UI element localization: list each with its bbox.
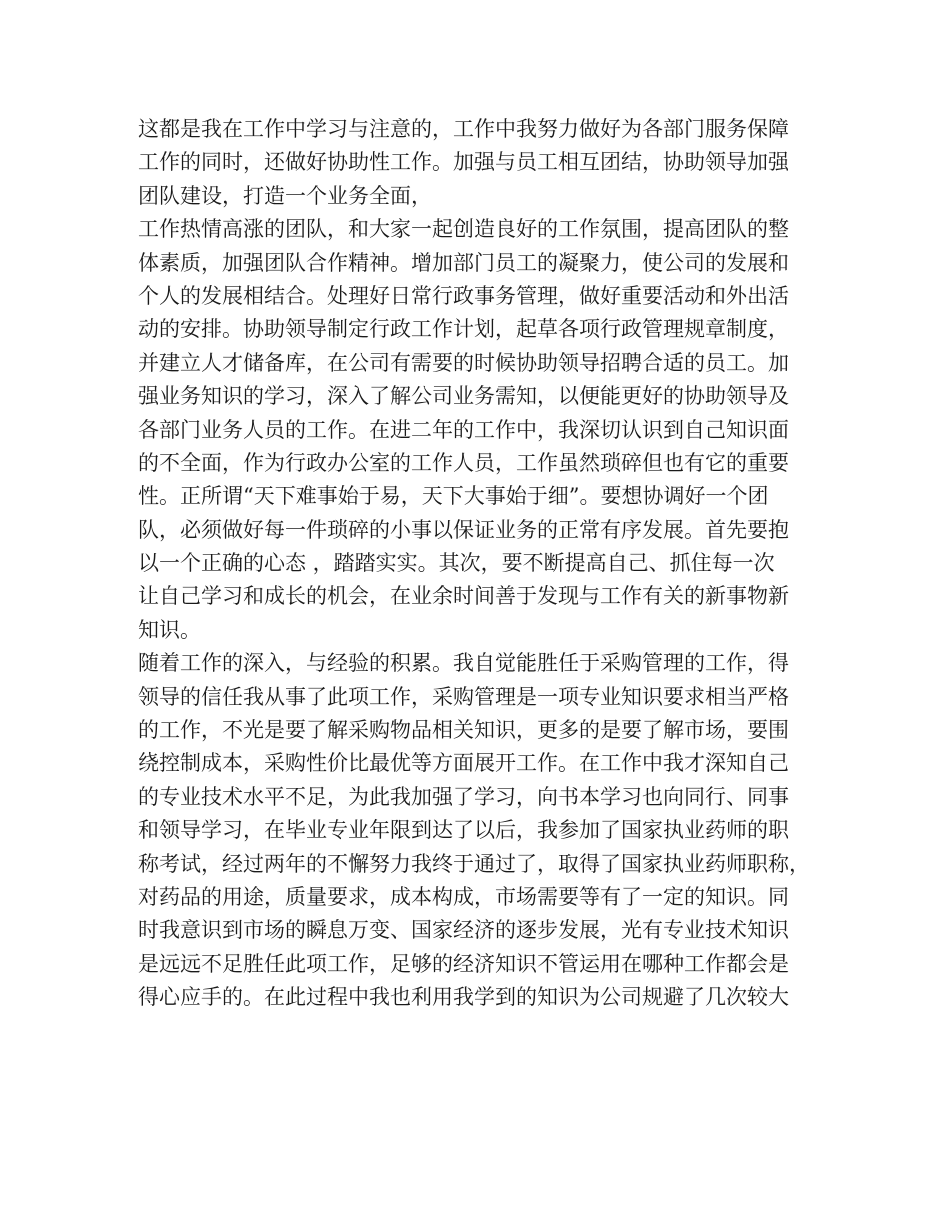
text-line: 领导的信任我从事了此项工作，采购管理是一项专业知识要求相当严格 <box>138 684 789 709</box>
text-line: 时我意识到市场的瞬息万变、国家经济的逐步发展，光有专业技术知识 <box>138 918 789 943</box>
text-line: 让自己学习和成长的机会，在业余时间善于发现与工作有关的新事物新 <box>138 584 789 609</box>
body-text <box>138 113 838 1015</box>
text-line: 各部门业务人员的工作。在进二年的工作中，我深切认识到自己知识面 <box>138 417 789 442</box>
text-line: 团队建设，打造一个业务全面， <box>138 183 432 208</box>
text-line: 的工作，不光是要了解采购物品相关知识，更多的是要了解市场，要围 <box>138 718 789 743</box>
text-line: 知识。 <box>138 617 201 642</box>
text-line: 以一个正确的心态 ，踏踏实实。其次，要不断提高自己、抓住每一次 <box>138 551 775 576</box>
text-line: 这都是我在工作中学习与注意的，工作中我努力做好为各部门服务保障 <box>138 117 789 141</box>
text-line: 工作热情高涨的团队，和大家一起创造良好的工作氛围，提高团队的整 <box>138 217 789 242</box>
text-line: 并建立人才储备库，在公司有需要的时候协助领导招聘合适的员工。加 <box>138 350 789 375</box>
text-line: 得心应手的。在此过程中我也利用我学到的知识为公司规避了几次较大 <box>138 985 789 1010</box>
text-line: 性。正所谓“天下难事始于易，天下大事始于细”。要想协调好一个团 <box>138 484 769 509</box>
text-line: 的不全面，作为行政办公室的工作人员，工作虽然琐碎但也有它的重要 <box>138 450 789 475</box>
text-line: 是远远不足胜任此项工作，足够的经济知识不管运用在哪种工作都会是 <box>138 951 789 976</box>
text-line: 队，必须做好每一件琐碎的小事以保证业务的正常有序发展。首先要抱 <box>138 517 789 542</box>
text-line: 体素质，加强团队合作精神。增加部门员工的凝聚力，使公司的发展和 <box>138 250 789 275</box>
text-line: 称考试，经过两年的不懈努力我终于通过了，取得了国家执业药师职称， <box>138 851 810 876</box>
text-line: 强业务知识的学习，深入了解公司业务需知，以便能更好的协助领导及 <box>138 384 789 409</box>
text-line: 工作的同时，还做好协助性工作。加强与员工相互团结，协助领导加强 <box>138 150 789 175</box>
text-line: 绕控制成本，采购性价比最优等方面展开工作。在工作中我才深知自己 <box>138 751 789 776</box>
text-line: 的专业技术水平不足，为此我加强了学习，向书本学习也向同行、同事 <box>138 784 789 809</box>
text-line: 个人的发展相结合。处理好日常行政事务管理，做好重要活动和外出活 <box>138 283 789 308</box>
text-line: 动的安排。协助领导制定行政工作计划，起草各项行政管理规章制度， <box>138 317 789 342</box>
text-line: 随着工作的深入，与经验的积累。我自觉能胜任于采购管理的工作，得 <box>138 651 789 676</box>
text-line: 和领导学习，在毕业专业年限到达了以后，我参加了国家执业药师的职 <box>138 818 789 843</box>
text-line: 对药品的用途，质量要求，成本构成，市场需要等有了一定的知识。同 <box>138 884 789 909</box>
